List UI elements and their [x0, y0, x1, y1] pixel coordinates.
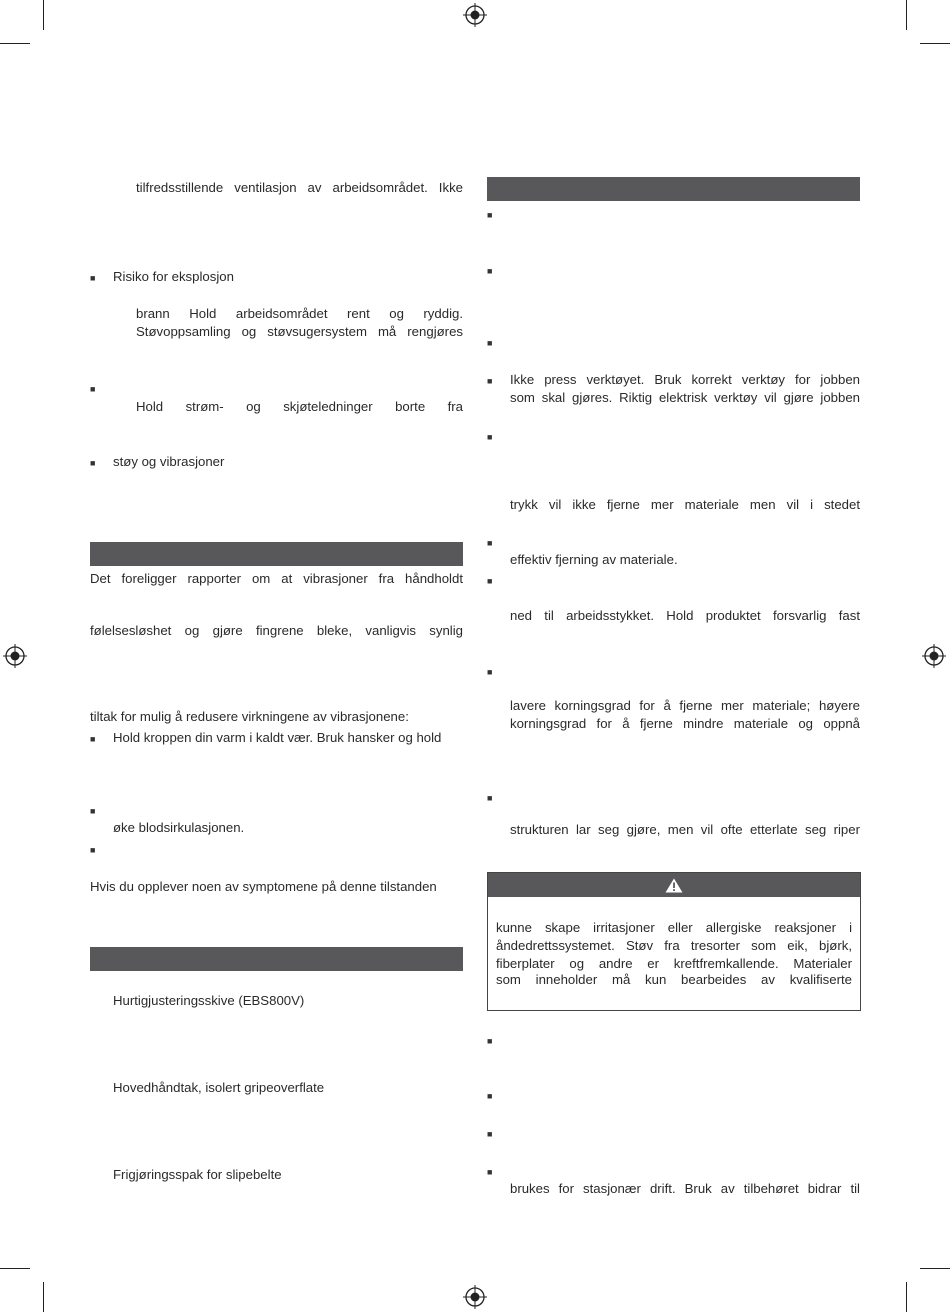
crop-mark-bottom-left-h [0, 1268, 30, 1269]
registration-mark-icon [463, 3, 487, 27]
warning-box [487, 872, 861, 1011]
bullet-icon: ■ [487, 432, 493, 442]
warning-text-line1: kunne skape irritasjoner eller allergiske reaksjoner i [496, 920, 852, 935]
vibration-text-line3: tiltak for mulig å redusere virkningene av vibrasjonene: [90, 709, 409, 724]
ventilation-text: tilfredsstillende ventilasjon av arbeidsområdet. Ikke [136, 180, 463, 195]
warm-text: Hold kroppen din varm i kaldt vær. Bruk hansker og hold [113, 730, 442, 745]
circulation-text: øke blodsirkulasjonen. [113, 820, 245, 835]
warning-text-line2: åndedrettssystemet. Støv fra tresorter som eik, bjørk, [496, 938, 852, 953]
bullet-icon: ■ [90, 384, 96, 394]
press-text-line1: Ikke press verktøyet. Bruk korrekt verktøy for jobben [510, 372, 860, 387]
effective-text: effektiv fjerning av materiale. [510, 552, 678, 567]
warning-text-line4: som inneholder må kun bearbeides av kvalifiserte [496, 972, 852, 987]
bullet-icon: ■ [90, 806, 96, 816]
registration-mark-icon [463, 1285, 487, 1309]
explosion-heading: Risiko for eksplosjon [113, 269, 234, 284]
warning-text-line3: fiberplater og andre er kreftfremkallende. Materialer [496, 956, 852, 971]
warning-header [488, 873, 860, 897]
crop-mark-bottom-right-h [920, 1268, 950, 1269]
pressure-text: trykk vil ikke fjerne mer materiale men vil i stedet [510, 497, 860, 512]
part-label-2: Hovedhåndtak, isolert gripeoverflate [113, 1080, 325, 1095]
vibration-text-line1: Det foreligger rapporter om at vibrasjoner fra håndholdt [90, 571, 463, 586]
bullet-icon: ■ [90, 273, 96, 283]
bullet-icon: ■ [487, 1036, 493, 1046]
grit-text-line2: korningsgrad for å fjerne mindre materiale og oppnå [510, 716, 860, 731]
crop-mark-top-right [906, 0, 907, 30]
bullet-icon: ■ [487, 576, 493, 586]
bullet-icon: ■ [487, 210, 493, 220]
press-text-line2: som skal gjøres. Riktig elektrisk verktøy vil gjøre jobben [510, 390, 860, 405]
bullet-icon: ■ [487, 793, 493, 803]
symptoms-text: Hvis du opplever noen av symptomene på denne tilstanden [90, 879, 437, 894]
bullet-icon: ■ [487, 338, 493, 348]
vibration-text-line2: følelsesløshet og gjøre fingrene bleke, vanligvis synlig [90, 623, 463, 638]
section-bar [90, 947, 463, 971]
bullet-icon: ■ [90, 845, 96, 855]
crop-mark-top-left-h [0, 43, 30, 44]
crop-mark-top-right-h [920, 43, 950, 44]
part-label-3: Frigjøringsspak for slipebelte [113, 1167, 282, 1182]
bullet-icon: ■ [487, 376, 493, 386]
bullet-icon: ■ [90, 458, 96, 468]
bullet-icon: ■ [90, 734, 96, 744]
bullet-icon: ■ [487, 1167, 493, 1177]
bullet-icon: ■ [487, 538, 493, 548]
bullet-icon: ■ [487, 1091, 493, 1101]
structure-text: strukturen lar seg gjøre, men vil ofte etterlate seg riper [510, 822, 860, 837]
noise-heading: støy og vibrasjoner [113, 454, 225, 469]
part-label-1: Hurtigjusteringsskive (EBS800V) [113, 993, 305, 1008]
crop-mark-bottom-right [906, 1282, 907, 1312]
registration-mark-icon [922, 644, 946, 668]
workpiece-text: ned til arbeidsstykket. Hold produktet forsvarlig fast [510, 608, 860, 623]
bullet-icon: ■ [487, 667, 493, 677]
crop-mark-top-left [43, 0, 44, 30]
stationary-text: brukes for stasjonær drift. Bruk av tilbehøret bidrar til [510, 1181, 860, 1196]
section-bar [487, 177, 860, 201]
fire-text-line1: brann Hold arbeidsområdet rent og ryddig. [136, 306, 463, 321]
crop-mark-bottom-left [43, 1282, 44, 1312]
grit-text-line1: lavere korningsgrad for å fjerne mer materiale; høyere [510, 698, 860, 713]
bullet-icon: ■ [487, 266, 493, 276]
registration-mark-icon [3, 644, 27, 668]
fire-text-line2: Støvoppsamling og støvsugersystem må rengjøres [136, 324, 463, 339]
section-bar [90, 542, 463, 566]
bullet-icon: ■ [487, 1129, 493, 1139]
warning-triangle-icon [665, 878, 683, 893]
cords-text: Hold strøm- og skjøteledninger borte fra [136, 399, 463, 414]
